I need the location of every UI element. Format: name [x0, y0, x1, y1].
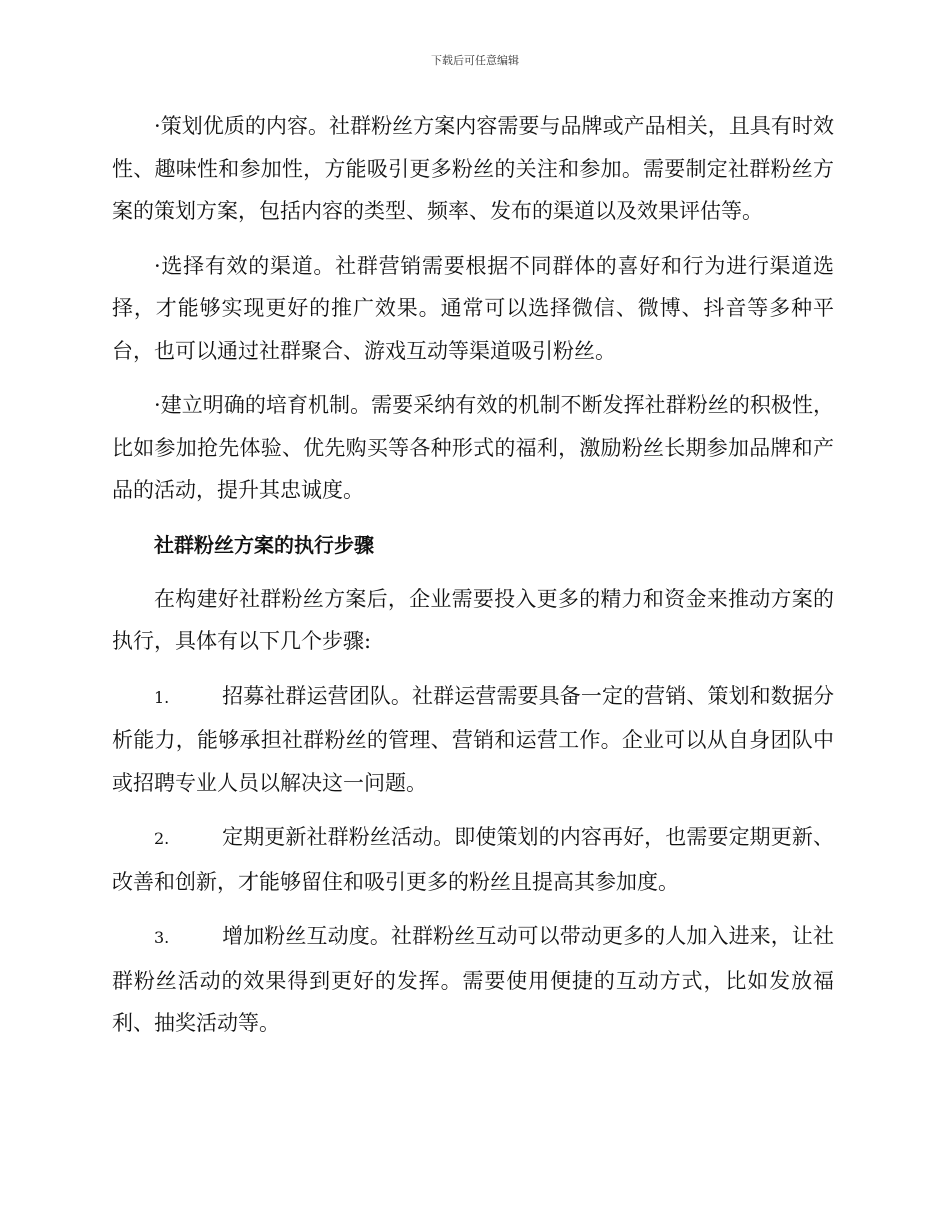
page-header: 下载后可任意编辑 [431, 54, 519, 67]
document-body [112, 105, 834, 1045]
step-item [112, 675, 834, 805]
step-text: 招募社群运营团队。社群运营需要具备一定的营销、策划和数据分析能力，能够承担社群粉丝的管理、营销和运营工作。企业可以从自身团队中或招聘专业人员以解决这一问题。 [112, 683, 834, 795]
step-number: 2. [154, 829, 170, 848]
section-intro-paragraph: 在构建好社群粉丝方案后，企业需要投入更多的精力和资金来推动方案的执行，具体有以下几个步骤: [112, 586, 834, 653]
bullet-paragraph-content: ·策划优质的内容。社群粉丝方案内容需要与品牌或产品相关，且具有时效性、趣味性和参加性，方能吸引更多粉丝的关注和参加。需要制定社群粉丝方案的策划方案，包括内容的类型、频率、发布的渠道以及效果评估等。 [112, 114, 834, 223]
bullet-paragraph-channels: ·选择有效的渠道。社群营销需要根据不同群体的喜好和行为进行渠道选择，才能够实现更好的推广效果。通常可以选择微信、微博、抖音等多种平台，也可以通过社群聚合、游戏互动等渠道吸引粉丝。 [112, 253, 834, 363]
bullet-paragraph-mechanism: ·建立明确的培育机制。需要采纳有效的机制不断发挥社群粉丝的积极性，比如参加抢先体验、优先购买等各种形式的福利，激励粉丝长期参加品牌和产品的活动，提升其忠诚度。 [112, 393, 834, 502]
step-number: 1. [154, 687, 170, 707]
step-number: 3. [154, 928, 170, 947]
step-item [112, 816, 834, 903]
section-heading: 社群粉丝方案的执行步骤 [154, 532, 374, 557]
step-text: 定期更新社群粉丝活动。即使策划的内容再好，也需要定期更新、改善和创新，才能够留住和吸引更多的粉丝且提高其参加度。 [112, 825, 834, 894]
step-text: 增加粉丝互动度。社群粉丝互动可以带动更多的人加入进来，让社群粉丝活动的效果得到更好的发挥。需要使用便捷的互动方式，比如发放福利、抽奖活动等。 [112, 924, 834, 1035]
step-item [112, 915, 834, 1045]
